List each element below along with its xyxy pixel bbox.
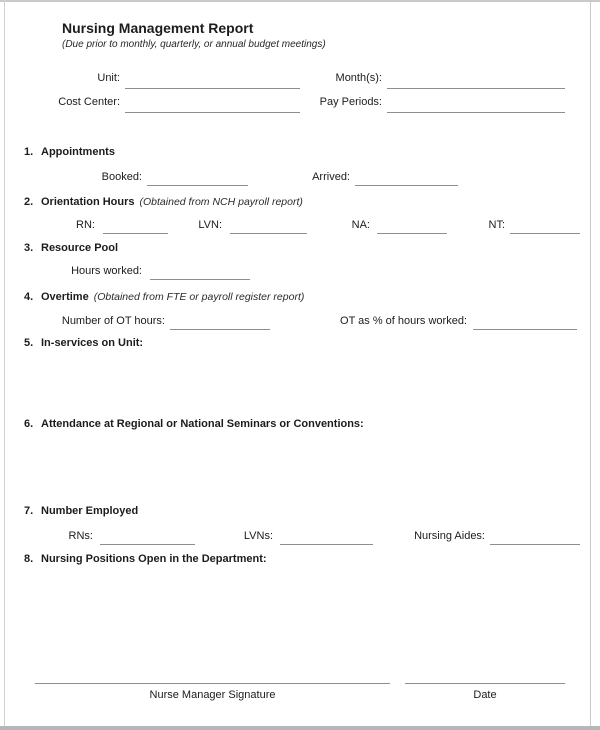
section-2-number: 2. — [24, 196, 34, 208]
na-input-line[interactable] — [377, 233, 447, 234]
frame-bottom-edge — [0, 726, 600, 730]
frame-left-edge — [4, 0, 5, 730]
booked-label: Booked: — [101, 171, 142, 183]
months-input-line[interactable] — [387, 88, 565, 89]
section-2-heading — [41, 196, 303, 209]
section-8-number: 8. — [24, 553, 34, 565]
lvns-label: LVNs: — [243, 530, 273, 542]
section-1-number: 1. — [24, 146, 34, 158]
section-7-number: 7. — [24, 505, 34, 517]
section-4-number: 4. — [24, 291, 34, 303]
lvns-input-line[interactable] — [280, 544, 373, 545]
hours-worked-label: Hours worked: — [71, 265, 142, 277]
frame-top-edge — [0, 0, 600, 2]
section-5-heading: In-services on Unit: — [41, 337, 144, 349]
section-7-heading: Number Employed — [41, 505, 139, 517]
lvn-label: LVN: — [198, 219, 222, 231]
unit-input-line[interactable] — [125, 88, 300, 89]
section-8-heading: Nursing Positions Open in the Department: — [41, 553, 267, 565]
cost-center-input-line[interactable] — [125, 112, 300, 113]
section-3-number: 3. — [24, 242, 34, 254]
nt-input-line[interactable] — [510, 233, 580, 234]
months-label: Month(s): — [335, 72, 382, 84]
ot-hours-label: Number of OT hours: — [61, 315, 165, 327]
nt-label: NT: — [488, 219, 505, 231]
date-label: Date — [473, 689, 497, 701]
section-4-heading — [41, 291, 304, 304]
frame-right-edge — [590, 0, 591, 730]
section-6-heading: Attendance at Regional or National Seminars or Conventions: — [41, 418, 364, 430]
rns-input-line[interactable] — [100, 544, 195, 545]
booked-input-line[interactable] — [147, 185, 248, 186]
section-3-heading: Resource Pool — [41, 242, 119, 254]
pay-periods-label: Pay Periods: — [319, 96, 382, 108]
nurse-manager-signature-label: Nurse Manager Signature — [149, 689, 276, 701]
page-title: Nursing Management Report — [62, 20, 254, 36]
rn-label: RN: — [76, 219, 95, 231]
lvn-input-line[interactable] — [230, 233, 307, 234]
na-label: NA: — [351, 219, 370, 231]
section-4-heading-text: Overtime — [41, 291, 89, 303]
arrived-input-line[interactable] — [355, 185, 458, 186]
section-2-heading-text: Orientation Hours — [41, 196, 135, 208]
nursing-aides-label: Nursing Aides: — [414, 530, 485, 542]
nurse-manager-signature-line[interactable] — [35, 683, 390, 684]
unit-label: Unit: — [97, 72, 120, 84]
section-6-number: 6. — [24, 418, 34, 430]
date-line[interactable] — [405, 683, 565, 684]
rns-label: RNs: — [68, 530, 93, 542]
nursing-aides-input-line[interactable] — [490, 544, 580, 545]
cost-center-label: Cost Center: — [58, 96, 120, 108]
ot-percent-input-line[interactable] — [473, 329, 577, 330]
section-5-number: 5. — [24, 337, 34, 349]
ot-hours-input-line[interactable] — [170, 329, 270, 330]
ot-percent-label: OT as % of hours worked: — [340, 315, 467, 327]
section-2-note: (Obtained from NCH payroll report) — [139, 196, 303, 208]
hours-worked-input-line[interactable] — [150, 279, 250, 280]
arrived-label: Arrived: — [312, 171, 350, 183]
rn-input-line[interactable] — [103, 233, 168, 234]
page-subtitle: (Due prior to monthly, quarterly, or annual budget meetings) — [62, 39, 326, 50]
pay-periods-input-line[interactable] — [387, 112, 565, 113]
section-4-note: (Obtained from FTE or payroll register report) — [93, 291, 305, 303]
section-1-heading: Appointments — [41, 146, 115, 158]
